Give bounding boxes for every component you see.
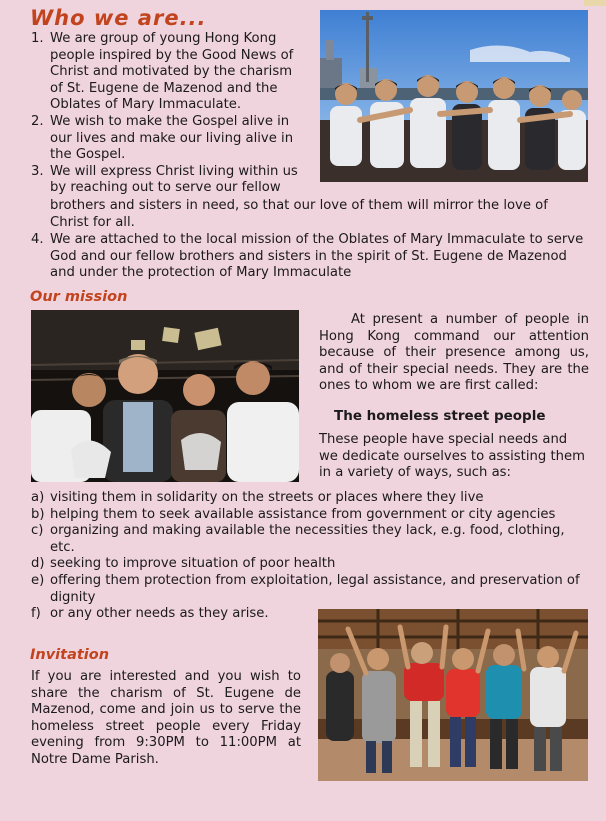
group-cheering-photo — [318, 609, 588, 781]
who-item-3-continued: brothers and sisters in need, so that our love of them will mirror the love of Christ for all. — [50, 198, 548, 230]
night-outreach-photo — [31, 310, 299, 482]
who-item-2: 2. We wish to make the Gospel alive in our lives and make our living alive in the Gospel. — [31, 113, 294, 163]
our-mission-heading: Our mission — [30, 289, 128, 305]
who-item-4: 4. We are attached to the local mission of the Oblates of Mary Immaculate to serve God and our fellow brothers and sisters in the spirit of St. Eugene de Mazenod and under the protection of Mary Immaculate — [31, 232, 584, 281]
ways-item-c: c) organizing and making available the necessities they lack, e.g. food, clothing, etc. — [31, 523, 565, 555]
invitation-text: If you are interested and you wish to share the charism of St. Eugene de Mazenod, come and join us to serve the homeless street people every Friday evening from 9:30PM to 11:00PM at Notre Dame Parish. — [31, 669, 301, 767]
ways-item-b: b) helping them to seek available assistance from government or city agencies — [31, 506, 556, 522]
who-we-are-heading: Who we are... — [30, 6, 207, 30]
ways-item-a: a) visiting them in solidarity on the streets or places where they live — [31, 490, 484, 505]
who-item-3: 3. We will express Christ living within us by reaching out to serve our fellow — [31, 163, 298, 196]
invitation-heading: Invitation — [30, 647, 110, 663]
mission-intro: At present a number of people in Hong Kong command our attention because of their presence among us, and of their special needs. They are the ones to whom we are first called: — [319, 312, 589, 394]
who-item-1: 1. We are group of young Hong Kong people inspired by the Good News of Christ and motivated by the charism of St. Eugene de Mazenod and the Oblates of Mary Immaculate. — [31, 31, 294, 113]
ways-item-e: e) offering them protection from exploitation, legal assistance, and preservation of dignity — [31, 572, 580, 605]
homeless-subheading: The homeless street people — [334, 408, 546, 424]
ways-item-d: d) seeking to improve situation of poor health — [31, 556, 336, 572]
group-waterfront-photo — [320, 10, 588, 182]
ways-list — [31, 490, 591, 623]
mission-needs: These people have special needs and we dedicate ourselves to assisting them in a variety of ways, such as: — [319, 432, 585, 481]
ways-item-f: f) or any other needs as they arise. — [31, 606, 269, 622]
page-corner-tab — [584, 0, 606, 6]
who-list — [31, 31, 321, 197]
